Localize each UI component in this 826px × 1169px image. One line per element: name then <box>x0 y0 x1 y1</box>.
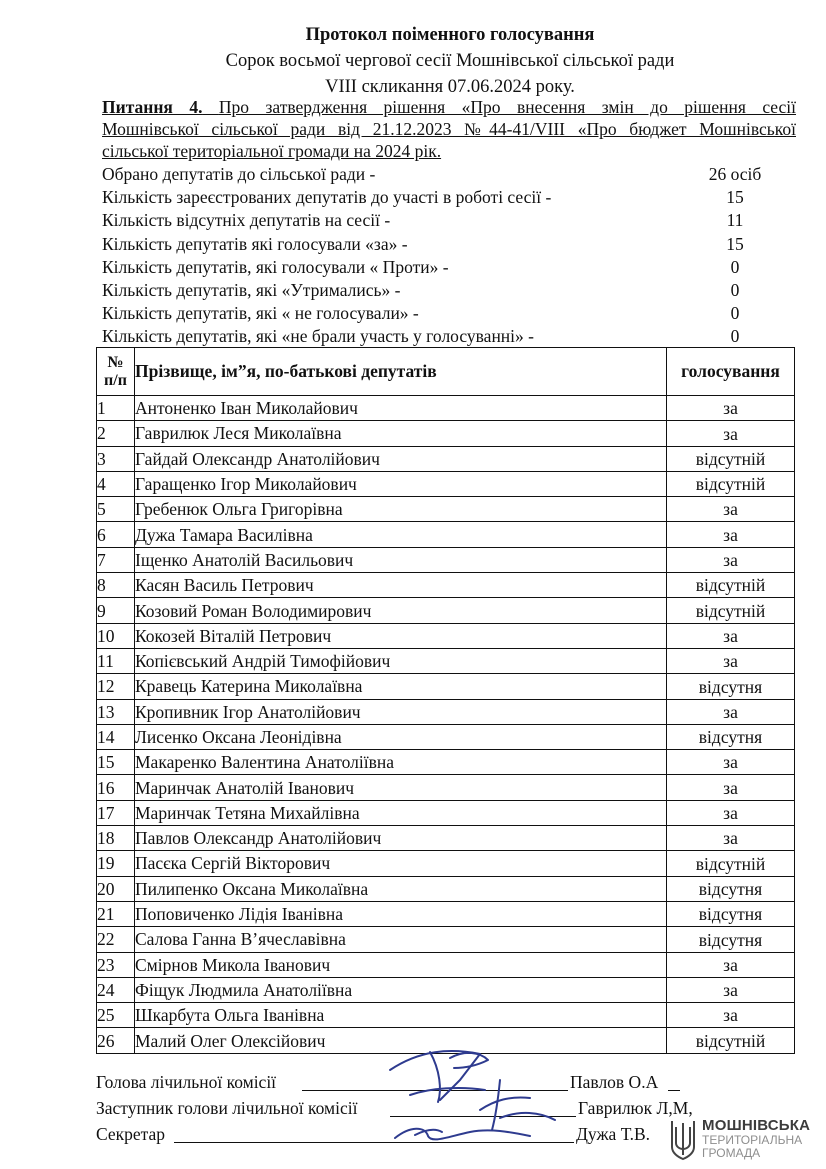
table-row <box>97 1003 795 1028</box>
table-row <box>97 522 795 547</box>
deputy-name: Павлов Олександр Анатолійович <box>135 826 667 851</box>
row-number: 9 <box>97 598 135 623</box>
deputy-name: Іщенко Анатолій Васильович <box>135 547 667 572</box>
table-row <box>97 775 795 800</box>
vote-result: за <box>667 421 795 446</box>
table-row <box>97 396 795 421</box>
deputy-name: Касян Василь Петрович <box>135 573 667 598</box>
vote-result: за <box>667 547 795 572</box>
vote-result: за <box>667 396 795 421</box>
stat-row <box>102 163 802 186</box>
deputy-name: Смірнов Микола Іванович <box>135 952 667 977</box>
stat-row <box>102 186 802 209</box>
vote-result: за <box>667 623 795 648</box>
deputy-name: Маринчак Тетяна Михайлівна <box>135 800 667 825</box>
row-number: 3 <box>97 446 135 471</box>
row-number: 5 <box>97 497 135 522</box>
table-row <box>97 901 795 926</box>
row-number: 13 <box>97 699 135 724</box>
stat-label: Кількість депутатів, які «не брали участь у голосуванні» - <box>102 326 534 347</box>
question-label: Питання 4. <box>102 97 203 117</box>
table-row <box>97 800 795 825</box>
header-number-sign: № <box>107 353 124 371</box>
deputy-name: Пасєка Сергій Вікторович <box>135 851 667 876</box>
table-row <box>97 724 795 749</box>
stat-label: Кількість депутатів які голосували «за» - <box>102 233 408 254</box>
deputy-name: Гаврилюк Леся Миколаївна <box>135 421 667 446</box>
table-row <box>97 750 795 775</box>
table-row <box>97 674 795 699</box>
vote-result: відсутня <box>667 901 795 926</box>
row-number: 1 <box>97 396 135 421</box>
deputy-name: Фіщук Людмила Анатоліївна <box>135 977 667 1002</box>
row-number: 24 <box>97 977 135 1002</box>
row-number: 17 <box>97 800 135 825</box>
session-subtitle: Сорок восьмої чергової сесії Мошнівської сільської ради <box>225 51 675 71</box>
table-row <box>97 648 795 673</box>
table-row <box>97 851 795 876</box>
row-number: 19 <box>97 851 135 876</box>
vote-result: відсутня <box>667 876 795 901</box>
chair-name-underline <box>668 1072 680 1091</box>
table-row <box>97 952 795 977</box>
row-number: 6 <box>97 522 135 547</box>
stat-label: Кількість депутатів, які «Утримались» - <box>102 279 401 300</box>
vote-result: відсутній <box>667 851 795 876</box>
row-number: 26 <box>97 1028 135 1053</box>
stat-label: Кількість депутатів, які голосували « Проти» - <box>102 256 449 277</box>
table-row <box>97 547 795 572</box>
community-logo <box>666 1115 816 1165</box>
vote-result: за <box>667 775 795 800</box>
row-number: 23 <box>97 952 135 977</box>
row-number: 16 <box>97 775 135 800</box>
table-row <box>97 446 795 471</box>
stat-value: 0 <box>730 326 740 347</box>
vote-result: за <box>667 648 795 673</box>
question-line-1 <box>102 96 796 118</box>
deputy-name: Малий Олег Олексійович <box>135 1028 667 1053</box>
deputy-name: Кокозей Віталій Петрович <box>135 623 667 648</box>
row-number: 20 <box>97 876 135 901</box>
row-number: 2 <box>97 421 135 446</box>
table-row <box>97 977 795 1002</box>
deputy-name: Кропивник Ігор Анатолійович <box>135 699 667 724</box>
table-row <box>97 573 795 598</box>
table-header-row <box>97 348 795 396</box>
deputy-label: Заступник голови лічильної комісії <box>96 1098 358 1118</box>
vote-result: за <box>667 522 795 547</box>
deputy-name: Лисенко Оксана Леонідівна <box>135 724 667 749</box>
stat-row <box>102 209 802 232</box>
row-number: 4 <box>97 471 135 496</box>
row-number: 12 <box>97 674 135 699</box>
vote-result: за <box>667 497 795 522</box>
stat-row <box>102 325 802 348</box>
question-line-2: Мошнівської сільської ради від 21.12.2023 №44-41/VIII «Про бюджет Мошнівської <box>102 119 796 139</box>
row-number: 8 <box>97 573 135 598</box>
table-row <box>97 826 795 851</box>
deputy-name: Шкарбута Ольга Іванівна <box>135 1003 667 1028</box>
handwritten-signature-icon <box>380 1040 580 1150</box>
stat-label: Обрано депутатів до сільської ради - <box>102 164 376 184</box>
table-row <box>97 623 795 648</box>
stat-label: Кількість зареєстрованих депутатів до участі в роботі сесії - <box>102 187 552 208</box>
header-number <box>97 348 135 396</box>
stat-label: Кількість відсутніх депутатів на сесії - <box>102 210 391 231</box>
deputy-name: Маринчак Анатолій Іванович <box>135 775 667 800</box>
stat-value: 11 <box>726 210 744 231</box>
vote-result: за <box>667 826 795 851</box>
deputy-name: Пилипенко Оксана Миколаївна <box>135 876 667 901</box>
deputy-name: Гребенюк Ольга Григорівна <box>135 497 667 522</box>
vote-result: відсутня <box>667 724 795 749</box>
stat-row <box>102 256 802 279</box>
agenda-question <box>102 96 796 162</box>
stat-value: 0 <box>730 256 740 277</box>
row-number: 7 <box>97 547 135 572</box>
vote-result: відсутній <box>667 573 795 598</box>
secretary-label: Секретар <box>96 1124 166 1144</box>
deputy-name: Поповиченко Лідія Іванівна <box>135 901 667 926</box>
table-row <box>97 421 795 446</box>
deputy-name: Гаращенко Ігор Миколайович <box>135 471 667 496</box>
row-number: 15 <box>97 750 135 775</box>
row-number: 14 <box>97 724 135 749</box>
chair-name: Павлов О.А <box>570 1072 659 1092</box>
roll-call-table <box>96 347 795 1054</box>
vote-result: відсутня <box>667 927 795 952</box>
row-number: 21 <box>97 901 135 926</box>
deputy-name: Салова Ганна В’ячеславівна <box>135 927 667 952</box>
vote-result: за <box>667 977 795 1002</box>
table-row <box>97 598 795 623</box>
header-vote: голосування <box>667 348 795 396</box>
stat-row <box>102 302 802 325</box>
stat-row <box>102 233 802 256</box>
vote-result: за <box>667 800 795 825</box>
stat-value: 0 <box>730 279 740 300</box>
vote-result: відсутній <box>667 1028 795 1053</box>
deputy-name: Гаврилюк Л,М, <box>578 1098 693 1118</box>
deputy-name: Дужа Тамара Василівна <box>135 522 667 547</box>
logo-title: МОШНІВСЬКА <box>702 1117 811 1134</box>
stat-value: 15 <box>726 187 744 208</box>
row-number: 25 <box>97 1003 135 1028</box>
logo-subtitle-2: ГРОМАДА <box>702 1146 761 1160</box>
stat-value: 0 <box>730 303 740 324</box>
secretary-name: Дужа Т.В. <box>576 1124 651 1144</box>
table-row <box>97 699 795 724</box>
document-title: Протокол поіменного голосування <box>305 25 595 45</box>
vote-result: за <box>667 750 795 775</box>
deputy-name: Антоненко Іван Миколайович <box>135 396 667 421</box>
vote-result: відсутня <box>667 674 795 699</box>
table-row <box>97 927 795 952</box>
vote-result: відсутній <box>667 446 795 471</box>
deputy-name: Копієвський Андрій Тимофійович <box>135 648 667 673</box>
deputy-name: Козовий Роман Володимирович <box>135 598 667 623</box>
vote-result: відсутній <box>667 471 795 496</box>
deputy-name: Гайдай Олександр Анатолійович <box>135 446 667 471</box>
table-row <box>97 497 795 522</box>
stat-value: 15 <box>726 233 744 254</box>
chair-label: Голова лічильної комісії <box>96 1072 277 1092</box>
document-header <box>100 22 800 100</box>
logo-subtitle-1: ТЕРИТОРІАЛЬНА <box>702 1133 803 1147</box>
question-text-1: Про затвердження рішення «Про внесення змін до рішення сесії <box>218 97 797 117</box>
header-name: Прізвище, ім”я, по-батькові депутатів <box>135 348 667 396</box>
vote-result: за <box>667 952 795 977</box>
vote-statistics <box>102 163 802 349</box>
stat-label: Кількість депутатів, які « не голосували» - <box>102 303 419 324</box>
vote-result: відсутній <box>667 598 795 623</box>
trident-emblem-icon <box>668 1117 698 1163</box>
convocation-date: VIII скликання 07.06.2024 року. <box>325 77 575 97</box>
stat-value: 26 осіб <box>708 164 762 184</box>
deputy-name: Макаренко Валентина Анатоліївна <box>135 750 667 775</box>
question-line-3: сільської територіальної громади на 2024 рік. <box>102 141 442 161</box>
header-number-abbr: п/п <box>104 371 127 389</box>
row-number: 18 <box>97 826 135 851</box>
table-row <box>97 876 795 901</box>
table-row <box>97 471 795 496</box>
vote-result: за <box>667 699 795 724</box>
row-number: 22 <box>97 927 135 952</box>
vote-result: за <box>667 1003 795 1028</box>
row-number: 11 <box>97 648 135 673</box>
deputy-name: Кравець Катерина Миколаївна <box>135 674 667 699</box>
stat-row <box>102 279 802 302</box>
row-number: 10 <box>97 623 135 648</box>
